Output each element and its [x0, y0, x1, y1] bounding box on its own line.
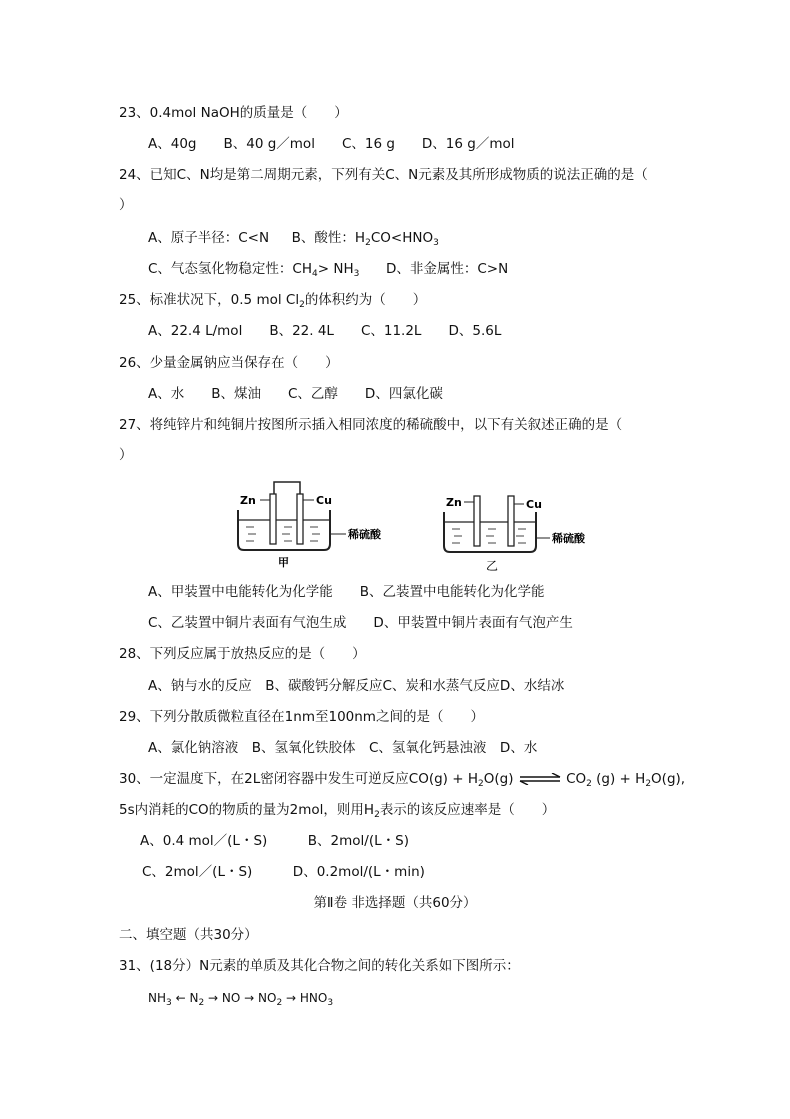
chain-no: NO — [221, 991, 241, 1005]
question-24-stem: 24、已知C、N均是第二周期元素，下列有关C、N元素及其所形成物质的说法正确的是（ — [119, 167, 648, 183]
arrow-left-icon: ← — [175, 991, 186, 1005]
question-26-stem: 26、少量金属钠应当保存在（ ） — [119, 355, 339, 371]
chain-hno3: $HNO_3$ — [299, 991, 334, 1008]
option-c: C、气态氢化物稳定性：$CH_4> NH_3$ — [148, 261, 360, 279]
jia-beaker — [238, 510, 330, 550]
jia-cu-electrode — [297, 494, 303, 544]
option-d: D、非金属性：C>N — [385, 261, 509, 277]
option-a: A、原子半径：C<N — [148, 230, 270, 246]
question-27-options-cd: C、乙装置中铜片表面有气泡生成 D、甲装置中铜片表面有气泡产生 — [148, 615, 573, 631]
question-28-stem: 28、下列反应属于放热反应的是（ ） — [119, 646, 366, 662]
yi-caption: 乙 — [486, 559, 499, 573]
question-27-stem: 27、将纯锌片和纯铜片按图所示插入相同浓度的稀硫酸中，以下有关叙述正确的是（ — [119, 417, 623, 433]
arrow-right-icon: → — [244, 991, 255, 1005]
yi-acid-label: 稀硫酸 — [552, 532, 585, 545]
arrow-right-icon: → — [286, 991, 297, 1005]
question-23-stem: 23、0.4mol NaOH的质量是（ ） — [119, 105, 348, 121]
question-30-stem: 30、一定温度下，在2L密闭容器中发生可逆反应$CO(g) + H_2O(g)$ $CO_2$ $(g) + H_2O(g)$, — [119, 771, 686, 789]
question-30-stem-line2: 5s内消耗的CO的物质的量为2mol，则用$H_2$表示的该反应速率是（ ） — [119, 802, 556, 820]
jia-acid-label: 稀硫酸 — [348, 528, 381, 541]
jia-zn-label: Zn — [240, 494, 256, 507]
question-31-chain — [148, 989, 333, 1012]
arrow-right-icon: → — [208, 991, 219, 1005]
yi-zn-label: Zn — [446, 496, 462, 509]
yi-zn-electrode — [474, 496, 480, 546]
jia-cu-label: Cu — [316, 494, 332, 507]
question-31-stem: 31、(18分）N元素的单质及其化合物之间的转化关系如下图所示： — [119, 958, 520, 974]
question-30-options-ab: A、0.4 mol／(L・S) B、2mol/(L・S) — [140, 833, 409, 849]
question-27-stem-end: ） — [119, 447, 133, 463]
question-27-options-ab: A、甲装置中电能转化为化学能 B、乙装置中电能转化为化学能 — [148, 584, 545, 600]
jia-caption: 甲 — [278, 556, 289, 569]
question-24-options-cd — [148, 260, 508, 283]
chain-n2: $N_2$ — [189, 991, 205, 1008]
section-2-part-title: 二、填空题（共30分） — [119, 927, 258, 943]
jia-wire — [274, 482, 300, 512]
question-24-options-ab — [148, 229, 439, 252]
figure-jia — [234, 474, 404, 574]
chain-no2: $NO_2$ — [258, 991, 283, 1008]
yi-cu-label: Cu — [526, 498, 542, 511]
yi-beaker — [444, 512, 536, 552]
reversible-arrow-icon — [518, 773, 562, 785]
question-30-options-cd: C、2mol／(L・S) D、0.2mol/(L・min) — [142, 864, 425, 880]
option-b: B、酸性：$H_2CO<HNO_3$ — [291, 230, 439, 248]
question-26-options: A、水 B、煤油 C、乙醇 D、四氯化碳 — [148, 386, 443, 402]
section-2-title: 第Ⅱ卷 非选择题（共60分） — [313, 895, 477, 911]
question-25-options: A、22.4 L/mol B、22. 4L C、11.2L D、5.6L — [148, 323, 502, 339]
chain-nh3: $NH_3$ — [148, 991, 172, 1008]
question-29-stem: 29、下列分散质微粒直径在1nm至100nm之间的是（ ） — [119, 709, 484, 725]
yi-cu-electrode — [508, 496, 514, 546]
question-25-stem: 25、标准状况下，0.5 mol $Cl_2$的体积约为（ ） — [119, 292, 427, 310]
question-24-stem-end: ） — [119, 197, 133, 213]
question-28-options: A、钠与水的反应 B、碳酸钙分解反应C、炭和水蒸气反应D、水结冰 — [148, 678, 565, 694]
question-29-options: A、氯化钠溶液 B、氢氧化铁胶体 C、氢氧化钙悬浊液 D、水 — [148, 740, 538, 756]
question-23-options: A、40g B、40 g／mol C、16 g D、16 g／mol — [148, 136, 515, 152]
figure-yi — [440, 488, 610, 578]
jia-zn-electrode — [270, 494, 276, 544]
